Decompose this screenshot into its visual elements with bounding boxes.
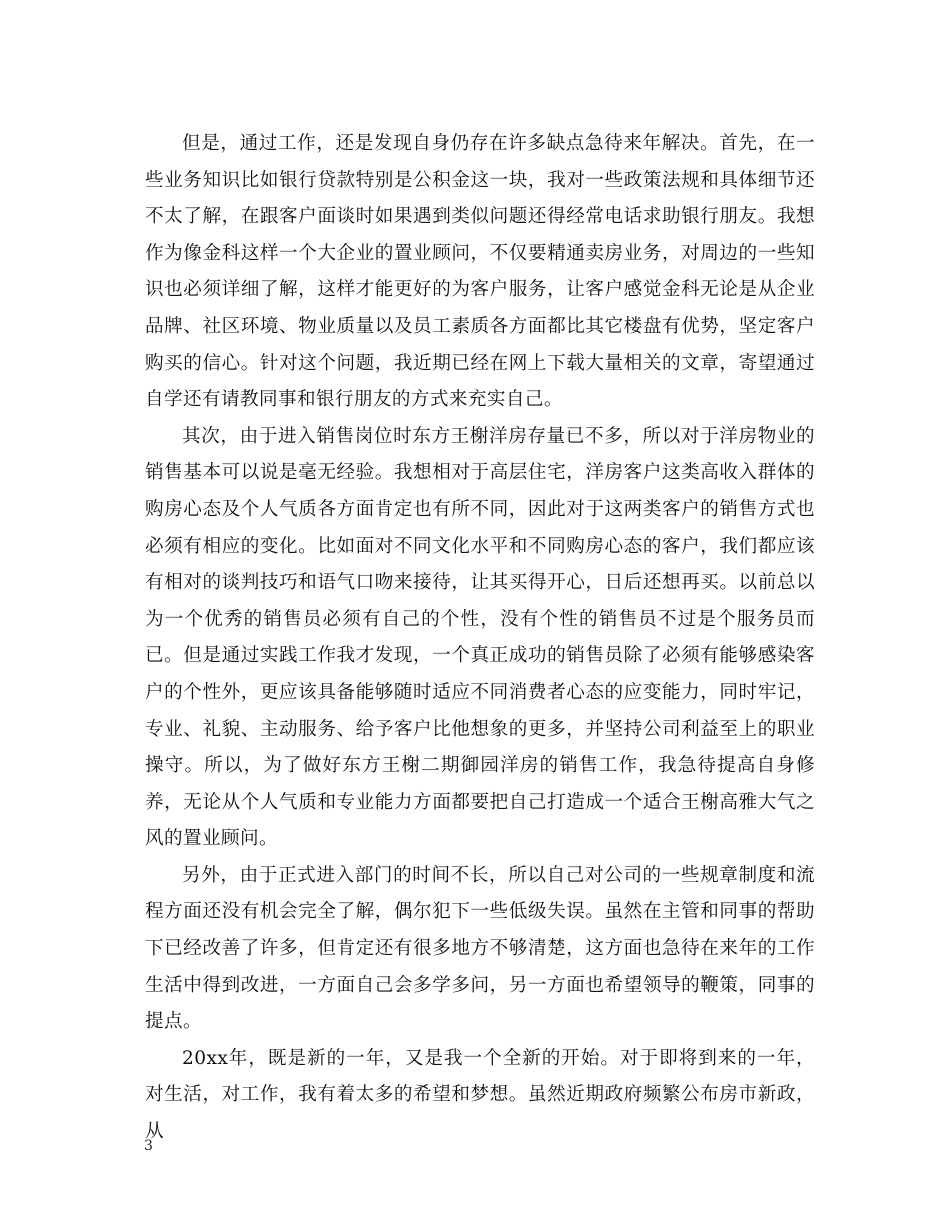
paragraph-1: 但是，通过工作，还是发现自身仍存在许多缺点急待来年解决。首先，在一些业务知识比如银行贷款特别是公积金这一块，我对一些政策法规和具体细节还不太了解，在跟客户面谈时如果遇到类似问题还得经常电话求助银行朋友。我想作为像金科这样一个大企业的置业顾问，不仅要精通卖房业务，对周边的一些知识也必须详细了解，这样才能更好的为客户服务，让客户感觉金科无论是从企业品牌、社区环境、物业质量以及员工素质各方面都比其它楼盘有优势，坚定客户购买的信心。针对这个问题，我近期已经在网上下载大量相关的文章，寄望通过自学还有请教同事和银行朋友的方式来充实自己。 bbox=[145, 133, 815, 411]
page-number: 3 bbox=[144, 1138, 153, 1154]
paragraph-4: 20xx年，既是新的一年，又是我一个全新的开始。对于即将到来的一年，对生活，对工作，我有着太多的希望和梦想。虽然近期政府频繁公布房市新政，从 bbox=[145, 1047, 815, 1143]
paragraph-3: 另外，由于正式进入部门的时间不长，所以自己对公司的一些规章制度和流程方面还没有机会完全了解，偶尔犯下一些低级失误。虽然在主管和同事的帮助下已经改善了许多，但肯定还有很多地方不够清楚，这方面也急待在来年的工作生活中得到改进，一方面自己会多学多问，另一方面也希望领导的鞭策，同事的提点。 bbox=[145, 864, 815, 1033]
paragraph-2: 其次，由于进入销售岗位时东方王榭洋房存量已不多，所以对于洋房物业的销售基本可以说是毫无经验。我想相对于高层住宅，洋房客户这类高收入群体的购房心态及个人气质各方面肯定也有所不同，因此对于这两类客户的销售方式也必须有相应的变化。比如面对不同文化水平和不同购房心态的客户，我们都应该有相对的谈判技巧和语气口吻来接待，让其买得开心，日后还想再买。以前总以为一个优秀的销售员必须有自己的个性，没有个性的销售员不过是个服务员而已。但是通过实践工作我才发现，一个真正成功的销售员除了必须有能够感染客户的个性外，更应该具备能够随时适应不同消费者心态的应变能力，同时牢记，专业、礼貌、主动服务、给予客户比他想象的更多，并坚持公司利益至上的职业操守。所以，为了做好东方王榭二期御园洋房的销售工作，我急待提高自身修养，无论从个人气质和专业能力方面都要把自己打造成一个适合王榭高雅大气之风的置业顾问。 bbox=[145, 425, 815, 850]
document-body bbox=[145, 126, 815, 1151]
